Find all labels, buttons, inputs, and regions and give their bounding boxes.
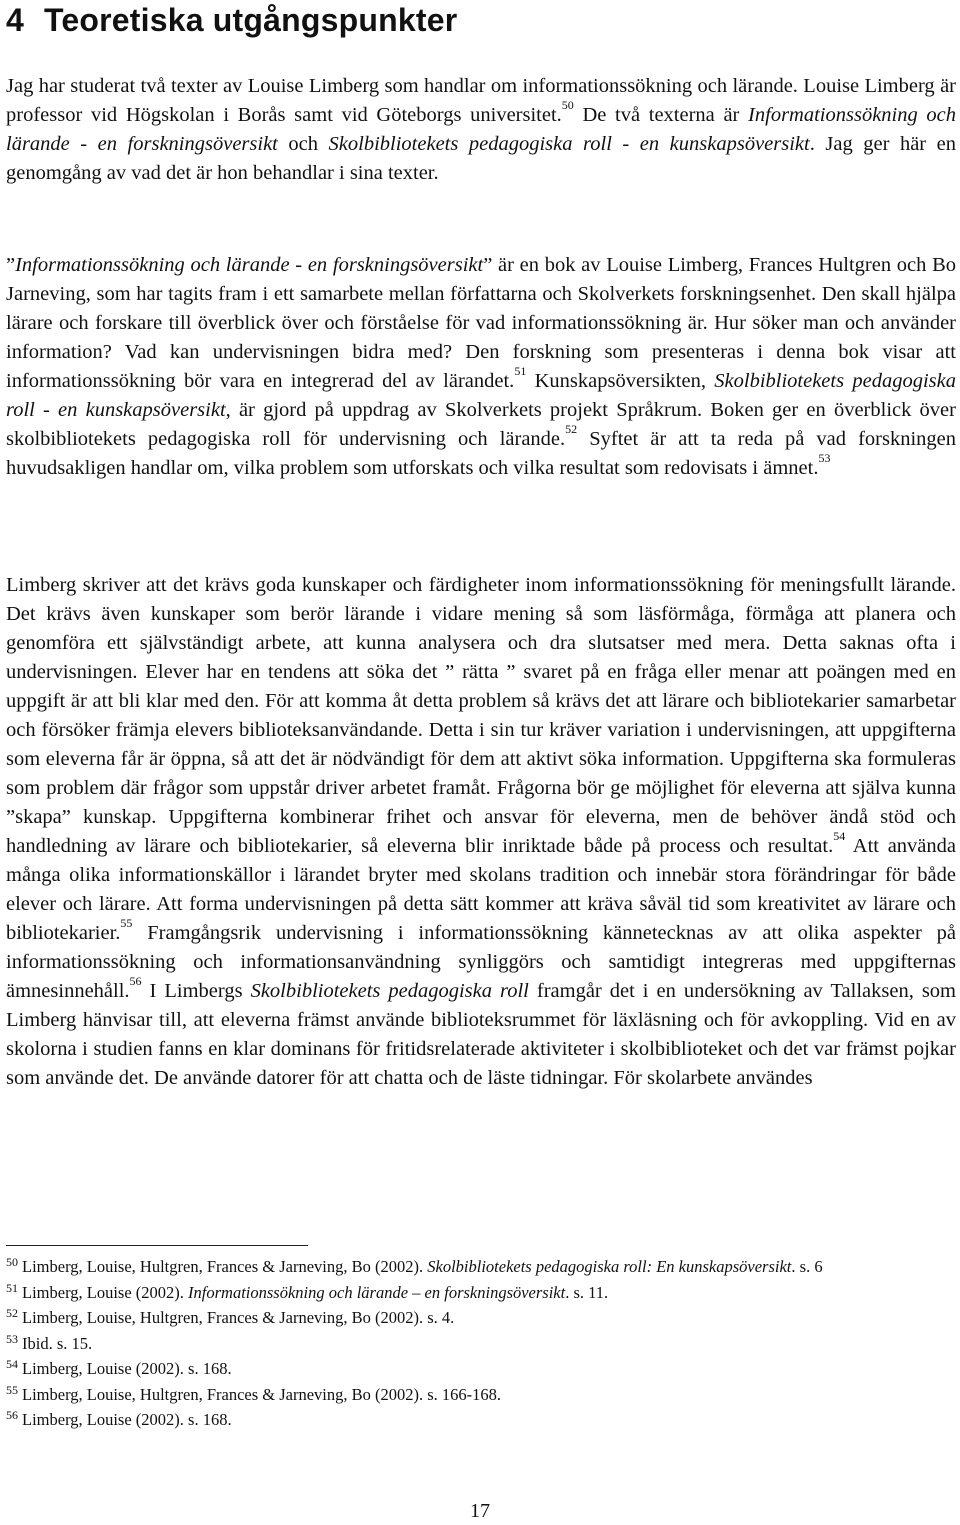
paragraph-discussion: [6, 571, 956, 1093]
text-run: Att använda många olika informationskällor i lärandet bryter med skolans tradition och innebär stora förändringar för både elever och lärare. Att forma undervisningen på detta sätt kommer att kräva såväl tid som kreativitet av lärare och bibliotekarier.: [6, 835, 956, 944]
footnote-text: Limberg, Louise (2002).: [22, 1282, 189, 1302]
text-run: Kunskapsöversikten,: [526, 370, 715, 392]
book-title: Skolbibliotekets pedagogiska roll - en kunskapsöversikt: [6, 370, 956, 421]
footnote-text: Limberg, Louise, Hultgren, Frances & Jarneving, Bo (2002). s. 166-168.: [22, 1384, 502, 1404]
footnote-ref: 50: [561, 98, 574, 113]
footnote: [6, 1332, 906, 1358]
text-run: framgår det i en undersökning av Tallaksen, som Limberg hänvisar till, att eleverna främst använde biblioteksrummet för läxläsning och för avkoppling. Vid en av skolorna i studien fanns en klar dominans för fritidsrelaterade aktiviteter i skolbiblioteket och det var främst pojkar som använde det. De använde datorer för att chatta och de läste tidningar. För skolarbete användes: [6, 980, 956, 1089]
section-title: Teoretiska utgångspunkter: [44, 2, 458, 38]
footnote-text: . s. 6: [791, 1257, 823, 1276]
footnote-text: Limberg, Louise, Hultgren, Frances & Jarneving, Bo (2002). s. 4.: [22, 1308, 455, 1327]
text-run: . Jag ger här en genomgång av vad det är hon behandlar i sina texter.: [6, 133, 957, 184]
section-heading: [6, 2, 457, 39]
footnote-number: 50: [6, 1255, 18, 1269]
book-title: Informationssökning och lärande - en forskningsöversikt: [6, 104, 957, 155]
text-run: Framgångsrik undervisning i informationssökning kännetecknas av att olika aspekter på informationssökning och informationsanvändning synliggörs och samtidigt integreras med uppgifternas ämnesinnehåll.: [6, 922, 956, 1002]
footnote-number: 52: [6, 1306, 18, 1320]
paragraph-overview: [6, 251, 956, 483]
paragraph-intro: [6, 72, 956, 188]
book-title: Informationssökning och lärande - en forskningsöversikt: [15, 254, 484, 276]
footnote-ref: 52: [565, 422, 578, 437]
text-run: ” är en bok av Louise Limberg, Frances Hultgren och Bo Jarneving, som har tagits fram i ett samarbete mellan författarna och Skolverkets forskningsenhet. Den skall hjälpa lärare och forskare till överblick över och förståelse för vad informationssökning är. Hur söker man och använder information? Vad kan undervisningen bidra med? Den forskning som presenteras i denna bok visar att informationssökning bör vara en integrerad del av lärandet.: [6, 254, 957, 392]
footnote-text: Ibid. s. 15.: [22, 1333, 93, 1353]
book-title: Skolbibliotekets pedagogiska roll - en kunskapsöversikt: [328, 133, 810, 155]
footnote-ref: 55: [120, 916, 133, 931]
footnote-number: 56: [6, 1408, 18, 1422]
footnote: [6, 1255, 906, 1281]
text-run: Jag har studerat två texter av Louise Limberg som handlar om informationssökning och lärande. Louise Limberg är professor vid Högskolan i Borås samt vid Göteborgs universitet.: [6, 75, 956, 126]
footnote: [6, 1357, 906, 1383]
footnote-ref: 51: [514, 364, 527, 379]
footnote: [6, 1383, 906, 1409]
footnote-separator: [6, 1245, 308, 1246]
footnote-number: 53: [6, 1331, 18, 1346]
footnote-text: Limberg, Louise (2002). s. 168.: [22, 1359, 232, 1378]
footnote-text: Limberg, Louise (2002). s. 168.: [22, 1410, 232, 1429]
footnote-number: 55: [6, 1382, 18, 1397]
footnote-number: 51: [6, 1280, 18, 1295]
page-number: 17: [470, 1500, 490, 1522]
footnote-ref: 56: [129, 974, 142, 989]
footnote: [6, 1281, 906, 1307]
footnote-ref: 54: [833, 829, 846, 844]
text-run: Syftet är att ta reda på vad forskningen huvudsakligen handlar om, vilka problem som utforskats och vilka resultat som redovisats i ämnet.: [6, 428, 956, 479]
text-run: Limberg skriver att det krävs goda kunskaper och färdigheter inom informationssökning för meningsfullt lärande. Det krävs även kunskaper som berör lärande i vidare mening så som läsförmåga, förmåga att planera och genomföra ett självständigt arbete, att kunna analysera och dra slutsatser med mera. Detta saknas ofta i undervisningen. Elever har en tendens att söka det ” rätta ” svaret på en fråga eller menar att poängen med en uppgift är att bli klar med den. För att komma åt detta problem så krävs det att lärare och bibliotekarier samarbetar och försöker främja elevers biblioteksanvändande. Detta i sin tur kräver variation i undervisningen, att uppgifterna som eleverna får är öppna, så att det är nödvändigt för dem att aktivt söka information. Uppgifterna ska formuleras som problem där frågor som uppstår driver arbetet framåt. Frågorna bör ge möjlighet för eleverna att själva kunna ”skapa” kunskap. Uppgifterna kombinerar frihet och ansvar för eleverna, men de behöver ändå stöd och handledning av lärare och bibliotekarier, så eleverna blir inriktade både på process och resultat.: [6, 574, 956, 857]
footnote-text: . s. 11.: [565, 1282, 609, 1302]
text-run: , är gjord på uppdrag av Skolverkets projekt Språkrum. Boken ger en överblick över skolbibliotekets pedagogiska roll för undervisning och lärande.: [6, 399, 956, 450]
section-number: 4: [6, 2, 24, 38]
footnote-text: Limberg, Louise, Hultgren, Frances & Jarneving, Bo (2002).: [22, 1257, 428, 1276]
text-run: I Limbergs: [141, 980, 251, 1002]
footnote: [6, 1408, 906, 1434]
text-run: ”: [6, 254, 16, 276]
footnote-title: Skolbibliotekets pedagogiska roll: En kunskapsöversikt: [427, 1257, 792, 1276]
footnote-ref: 53: [818, 451, 831, 466]
book-title: Skolbibliotekets pedagogiska roll: [250, 980, 529, 1002]
footnote-title: Informationssökning och lärande – en forskningsöversikt: [188, 1282, 566, 1302]
footnote: [6, 1306, 906, 1332]
footnotes-list: [6, 1255, 906, 1434]
footnote-number: 54: [6, 1357, 18, 1371]
text-run: De två texterna är: [573, 104, 749, 126]
text-run: och: [277, 133, 329, 155]
